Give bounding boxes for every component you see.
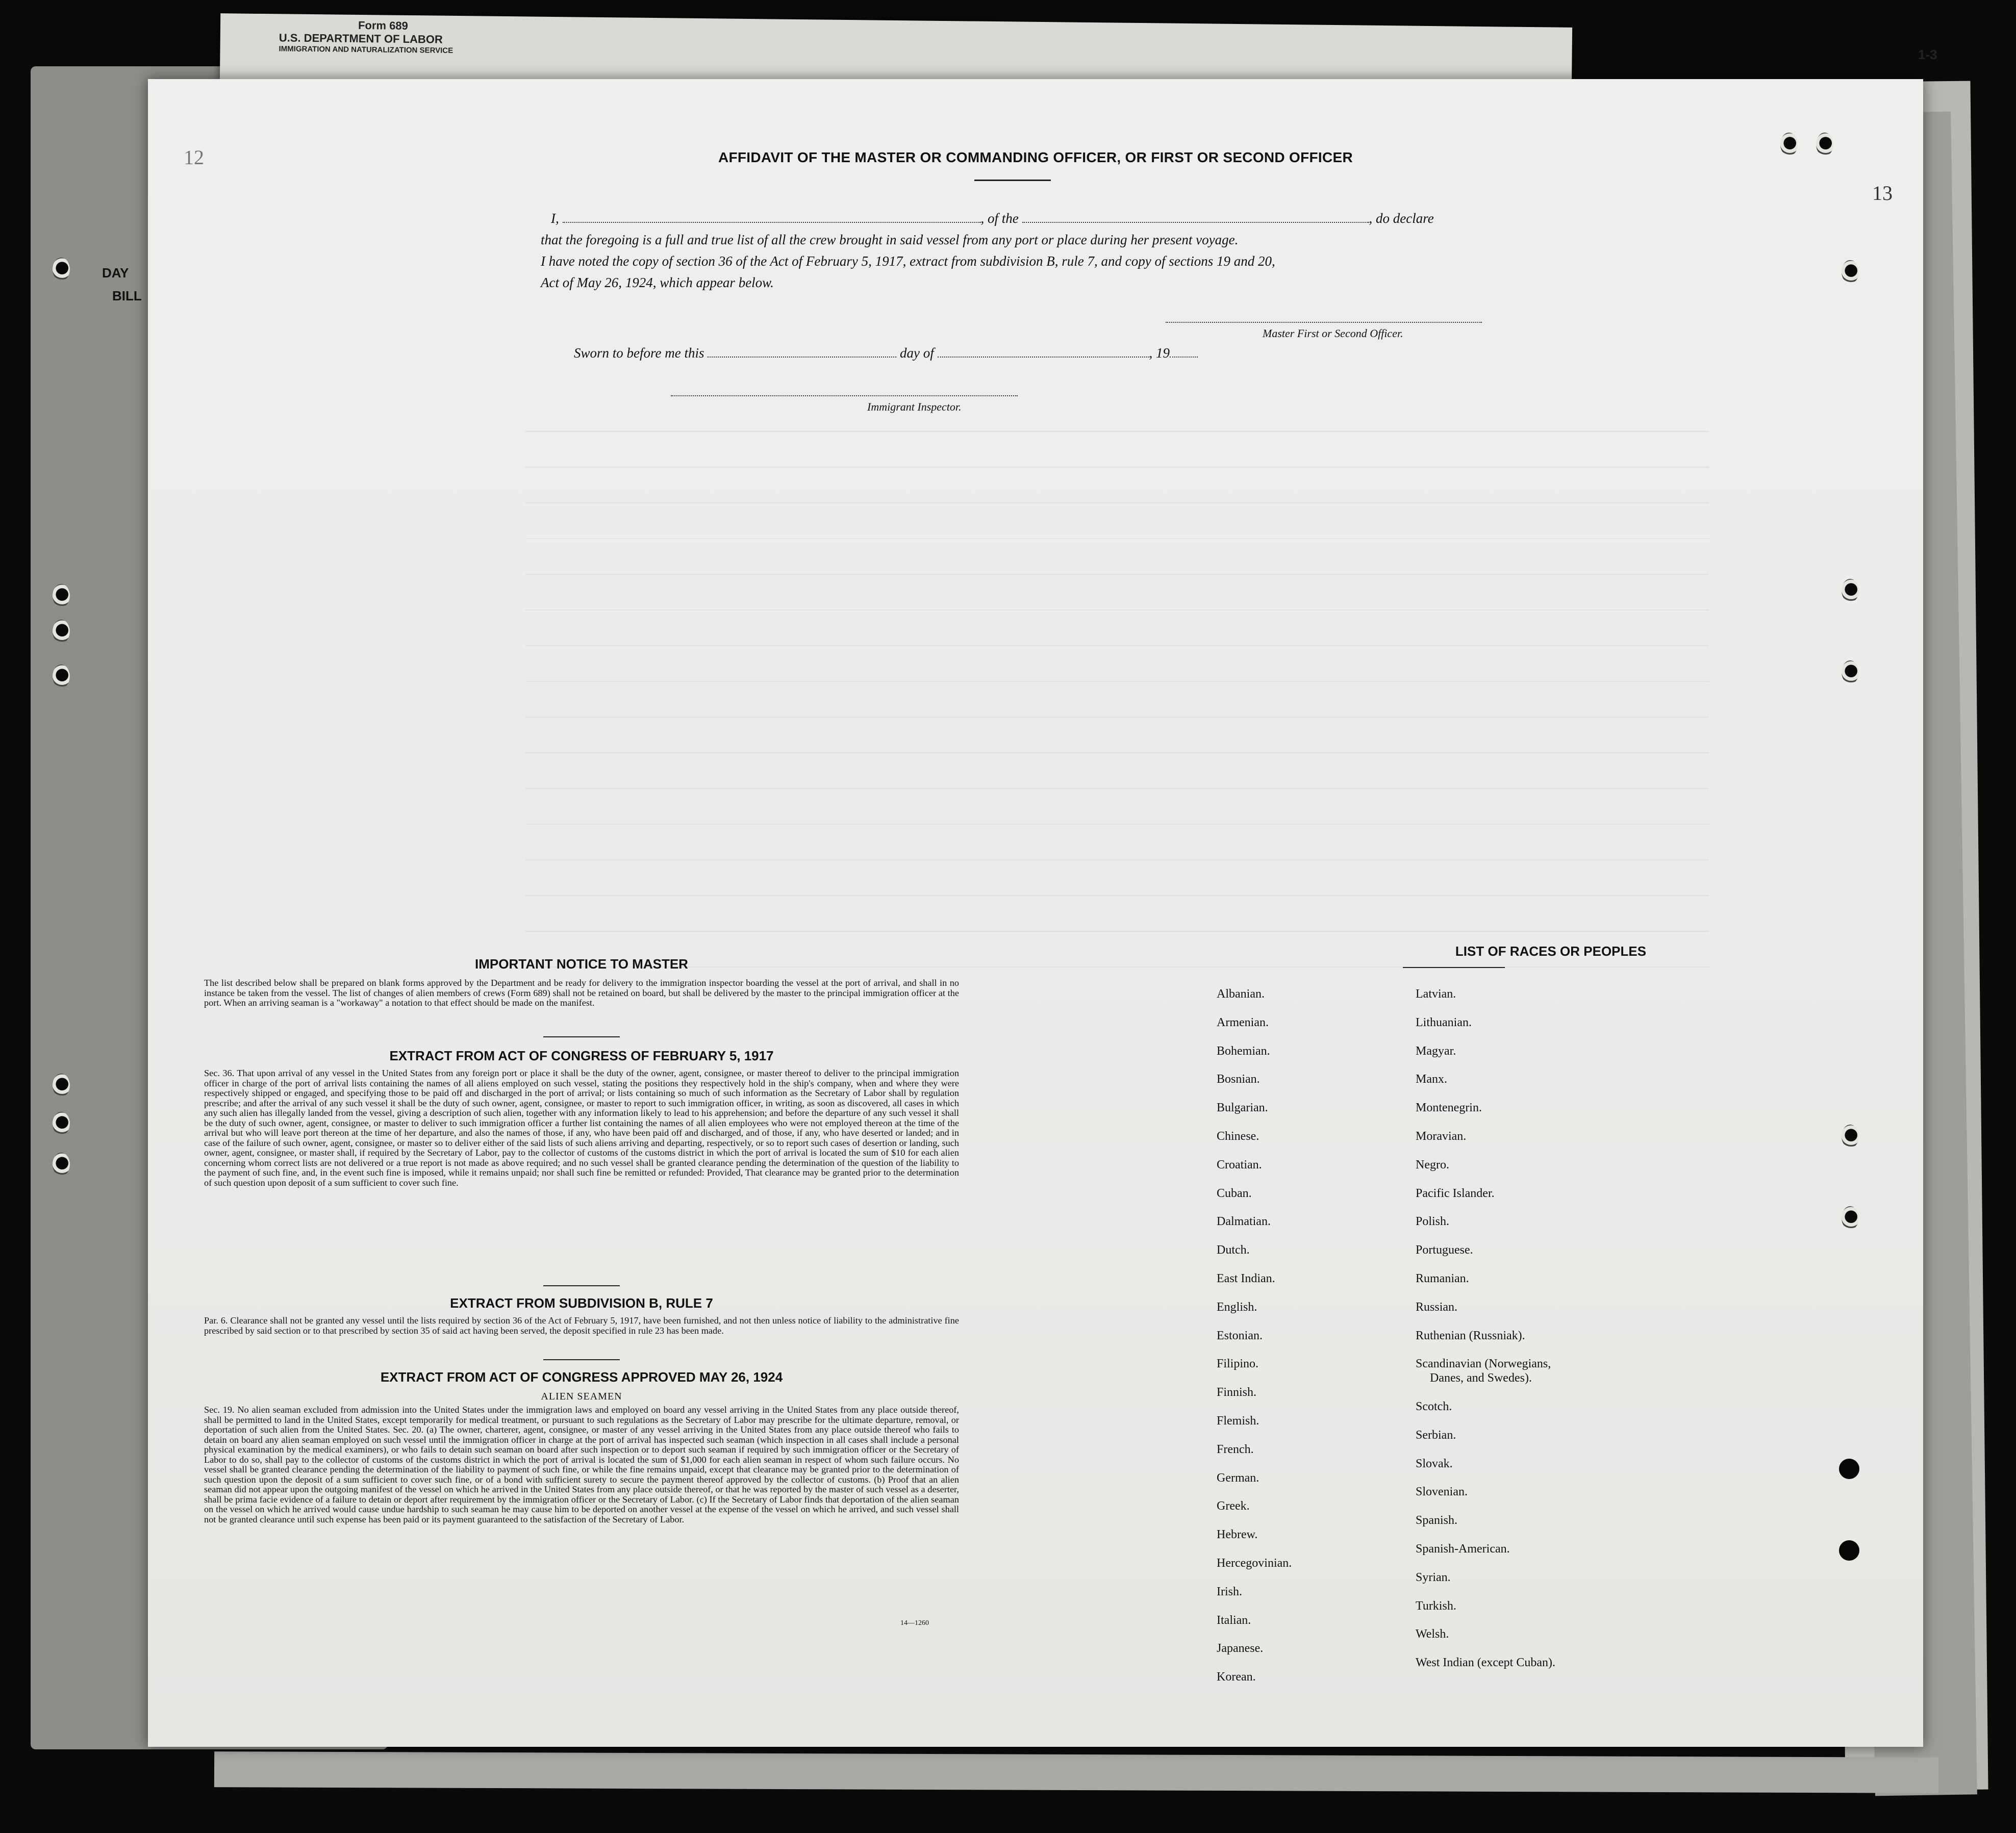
divider xyxy=(543,1036,620,1037)
race-entry: Rumanian. xyxy=(1416,1272,1469,1285)
race-entry: Bosnian. xyxy=(1217,1073,1260,1086)
sworn-year-field[interactable] xyxy=(1170,356,1198,358)
inspector-signature-label: Immigrant Inspector. xyxy=(867,400,962,413)
race-entry: Spanish-American. xyxy=(1416,1542,1510,1556)
sworn-month-field[interactable] xyxy=(938,356,1149,358)
race-entry: Portuguese. xyxy=(1416,1243,1473,1257)
divider xyxy=(1403,967,1505,968)
punch-hole xyxy=(1839,1459,1859,1479)
form-department: U.S. DEPARTMENT OF LABOR xyxy=(279,31,443,46)
form-code: 14—1260 xyxy=(900,1619,929,1627)
extract-rule7-text: Par. 6. Clearance shall not be granted any vessel until the lists required by section 36 of the Act of February 5, 1917, have been furnished, and not then unless notice of liability to the administrative fine prescribed by said section or to that prescribed by section 35 of said act having been served, the deposit specified in rule 23 has been made. xyxy=(204,1315,959,1336)
affidavit-text: I have noted the copy of section 36 of the Act of February 5, 1917, extract from subdivision B, rule 7, and copy of sections 19 and 20, xyxy=(541,253,1275,269)
affidavit-text: I, xyxy=(551,211,559,226)
punch-hole xyxy=(53,584,70,607)
race-entry: Turkish. xyxy=(1416,1599,1456,1613)
punch-hole xyxy=(1842,1206,1859,1230)
punch-hole xyxy=(53,665,70,688)
race-entry: Finnish. xyxy=(1217,1386,1257,1399)
sworn-text: Sworn to before me this xyxy=(574,345,704,361)
punch-hole xyxy=(1842,1125,1859,1148)
race-entry: Slovak. xyxy=(1416,1457,1453,1470)
race-entry: Magyar. xyxy=(1416,1044,1456,1058)
race-entry: Croatian. xyxy=(1217,1158,1262,1172)
form-number: Form 689 xyxy=(358,18,408,32)
sworn-day-field[interactable] xyxy=(708,356,896,358)
punch-hole xyxy=(1816,133,1833,156)
underlying-sheet-bottom xyxy=(214,1751,1938,1793)
punch-hole xyxy=(1780,133,1798,156)
notice-text: The list described below shall be prepared on blank forms approved by the Department and be ready for delivery to the immigration inspector boarding the vessel at the port of arrival, and shall in no instance be taken from the vessel. The list of changes of alien members of crews (Form 689) shall not be retained on board, but shall be delivered by the master to the principal immigration officer at the port. When an arriving seaman is a "workaway" a notation to that effect should be made on the manifest. xyxy=(204,978,959,1008)
race-entry: Irish. xyxy=(1217,1585,1242,1598)
extract-1917-text: Sec. 36. That upon arrival of any vessel in the United States from any foreign port or place it shall be the duty of the owner, agent, consignee, or master thereof to deliver to the principal immigration officer in charge of the port of arrival lists containing the names of all aliens employed on such vessel, stating the positions they respectively hold in the ship's company, when and where they were respectively shipped or engaged, and specifying those to be paid off and discharged in the port of arrival; or lists containing so much of such information as the Secretary of Labor shall by regulation prescribe; and after the arrival of any such vessel it shall be the duty of such owner, agent, consignee, or master to report to such immigration officer, in writing, as soon as discovered, all cases in which any such alien has illegally landed from the vessel, giving a description of such alien, together with any information likely to lead to his apprehension; and before the departure of any such vessel it shall be the duty of such owner, agent, consignee, or master to deliver to such immigration officer a further list containing the names of all alien employees who were not employed thereon at the time of the arrival but who will leave port thereon at the time of her departure, and also the names of those, if any, who have been paid off and discharged, and of those, if any, who have deserted or landed; and in case of the failure of such owner, agent, consignee, or master so to deliver either of the said lists of such aliens arriving and departing, respectively, or so to report such cases of desertion or landing, such owner, agent, consignee, or master shall, if required by the Secretary of Labor, pay to the collector of customs of the customs district in which the port of arrival is located the sum of $10 for each alien concerning whom correct lists are not delivered or a true report is not made as above required; and no such vessel shall be granted clearance pending the determination of the question of the liability to the payment of such fine, and, in the event such fine is imposed, while it remains unpaid; nor shall such fine be remitted or refunded: Provided, That clearance may be granted prior to the determination of such question upon deposit of a sum sufficient to cover such fine. xyxy=(204,1068,959,1188)
divider xyxy=(543,1359,620,1360)
extract-1924-subtitle: ALIEN SEAMEN xyxy=(541,1391,622,1402)
race-entry: Korean. xyxy=(1217,1670,1256,1684)
form-service: IMMIGRATION AND NATURALIZATION SERVICE xyxy=(279,44,453,55)
race-entry: Hebrew. xyxy=(1217,1528,1258,1542)
extract-1924-text: Sec. 19. No alien seaman excluded from admission into the United States under the immigration laws and employed on board any vessel arriving in the United States from any place outside thereof, shall be permitted to land in the United States, except temporarily for medical treatment, or pursuant to such regulations as the Secretary of Labor may prescribe for the ultimate departure, removal, or deportation of such alien from the United States. Sec. 20. (a) The owner, charterer, agent, consignee, or master of any vessel arriving in the United States from any place outside thereof who fails to detain on board any alien seaman employed on such vessel until the immigration officer in charge at the port of arrival has inspected such seaman (which inspection in all cases shall include a personal physical examination by the medical examiners), or who fails to detain such seaman on board after such inspection or to deport such seaman if required by such immigration officer or the Secretary of Labor to do so, shall pay to the collector of customs of the customs district in which the port of arrival is located the sum of $1,000 for each alien seaman in respect of whom such failure occurs. No vessel shall be granted clearance pending the determination of the liability to payment of such fine, or while the fine remains unpaid, except that clearance may be granted prior to the determination of such question upon the deposit of a sum sufficient to cover such fine, or of a bond with sufficient surety to secure the payment thereof approved by the collector of customs. (b) Proof that an alien seaman did not appear upon the outgoing manifest of the vessel on which he arrived in the United States from any place outside thereof, or that he was reported by the master of such vessel as a deserter, shall be prima facie evidence of a failure to detain or deport after requirement by the immigration officer or the Secretary of Labor. (c) If the Secretary of Labor finds that deportation of the alien seaman on the vessel on which he arrived would cause undue hardship to such seaman he may cause him to be deported on another vessel at the expense of the vessel on which he arrived, and such vessel shall not be granted clearance until such expense has been paid or its payment guaranteed to the satisfaction of the Secretary of Labor. xyxy=(204,1405,959,1524)
affidavit-text: that the foregoing is a full and true list of all the crew brought in said vessel from any port or place during her present voyage. xyxy=(541,232,1239,247)
race-entry: Spanish. xyxy=(1416,1514,1458,1527)
divider xyxy=(543,1285,620,1286)
race-entry: Cuban. xyxy=(1217,1186,1252,1200)
affidavit-text: , of the xyxy=(980,211,1019,226)
page-number: 12 xyxy=(184,146,204,169)
punch-hole xyxy=(53,1074,70,1097)
race-entry: East Indian. xyxy=(1217,1272,1275,1285)
punch-hole xyxy=(53,620,70,643)
race-entry: Lithuanian. xyxy=(1416,1015,1472,1029)
race-entry: Moravian. xyxy=(1416,1130,1467,1143)
race-entry: Scandinavian (Norwegians, xyxy=(1416,1357,1551,1371)
sworn-text: , 19 xyxy=(1149,345,1170,361)
race-entry: Dalmatian. xyxy=(1217,1215,1271,1229)
race-entry: Flemish. xyxy=(1217,1414,1259,1428)
affidavit-text: Act of May 26, 1924, which appear below. xyxy=(541,275,774,290)
race-entry: Armenian. xyxy=(1217,1015,1269,1029)
punch-hole xyxy=(1842,260,1859,284)
punch-hole xyxy=(1842,579,1859,602)
sheet-number: 13 xyxy=(1872,182,1893,205)
master-signature-field[interactable] xyxy=(1166,322,1482,323)
notice-title: IMPORTANT NOTICE TO MASTER xyxy=(475,956,688,972)
race-entry: Bohemian. xyxy=(1217,1044,1270,1058)
name-field[interactable] xyxy=(563,221,981,223)
race-entry: Chinese. xyxy=(1217,1130,1259,1143)
race-entry: Albanian. xyxy=(1217,987,1265,1001)
affidavit-page xyxy=(148,79,1923,1747)
race-entry: Danes, and Swedes). xyxy=(1430,1371,1532,1385)
race-entry: Pacific Islander. xyxy=(1416,1186,1495,1200)
race-entry: English. xyxy=(1217,1300,1257,1314)
races-title: LIST OF RACES OR PEOPLES xyxy=(1455,944,1647,959)
punch-hole xyxy=(53,1112,70,1135)
race-entry: German. xyxy=(1217,1471,1259,1485)
master-signature-label: Master First or Second Officer. xyxy=(1263,327,1403,340)
race-entry: Italian. xyxy=(1217,1613,1251,1627)
race-entry: Russian. xyxy=(1416,1300,1458,1314)
vessel-field[interactable] xyxy=(1022,221,1369,223)
race-entry: Negro. xyxy=(1416,1158,1449,1172)
punch-hole xyxy=(1842,660,1859,684)
punch-hole xyxy=(1839,1540,1859,1561)
affidavit-title: AFFIDAVIT OF THE MASTER OR COMMANDING OFFICER, OR FIRST OR SECOND OFFICER xyxy=(718,149,1353,165)
underlying-sheet-fragment: DAY xyxy=(102,265,129,281)
race-entry: Scotch. xyxy=(1416,1400,1452,1413)
punch-hole xyxy=(53,1153,70,1176)
race-entry: Polish. xyxy=(1416,1215,1450,1229)
sworn-text: day of xyxy=(900,345,934,361)
race-entry: Ruthenian (Russniak). xyxy=(1416,1329,1525,1342)
race-entry: Bulgarian. xyxy=(1217,1101,1268,1115)
extract-1917-title: EXTRACT FROM ACT OF CONGRESS OF FEBRUARY 5, 1917 xyxy=(389,1048,774,1063)
extract-rule7-title: EXTRACT FROM SUBDIVISION B, RULE 7 xyxy=(450,1295,713,1311)
underlying-sheet-fragment: BILL xyxy=(112,288,142,303)
affidavit-declaration-line xyxy=(551,211,1434,226)
race-entry: Hercegovinian. xyxy=(1217,1557,1292,1570)
race-entry: Latvian. xyxy=(1416,987,1456,1001)
race-entry: Serbian. xyxy=(1416,1428,1456,1442)
race-entry: Japanese. xyxy=(1217,1642,1264,1656)
race-entry: Welsh. xyxy=(1416,1627,1449,1641)
race-entry: Slovenian. xyxy=(1416,1485,1468,1499)
race-entry: Filipino. xyxy=(1217,1357,1259,1371)
race-entry: Manx. xyxy=(1416,1073,1447,1086)
sworn-line xyxy=(574,345,1198,361)
race-entry: Montenegrin. xyxy=(1416,1101,1482,1115)
race-entry: Greek. xyxy=(1217,1499,1250,1513)
race-entry: Estonian. xyxy=(1217,1329,1263,1342)
divider xyxy=(974,180,1051,181)
extract-1924-title: EXTRACT FROM ACT OF CONGRESS APPROVED MAY 26, 1924 xyxy=(380,1369,783,1385)
race-entry: Dutch. xyxy=(1217,1243,1250,1257)
inspector-signature-field[interactable] xyxy=(671,395,1018,396)
affidavit-text: , do declare xyxy=(1369,211,1434,226)
punch-hole xyxy=(53,258,70,281)
race-entry: French. xyxy=(1217,1442,1254,1456)
race-entry: West Indian (except Cuban). xyxy=(1416,1656,1555,1670)
race-entry: Syrian. xyxy=(1416,1570,1451,1584)
corner-note: 1-3 xyxy=(1918,47,1937,62)
